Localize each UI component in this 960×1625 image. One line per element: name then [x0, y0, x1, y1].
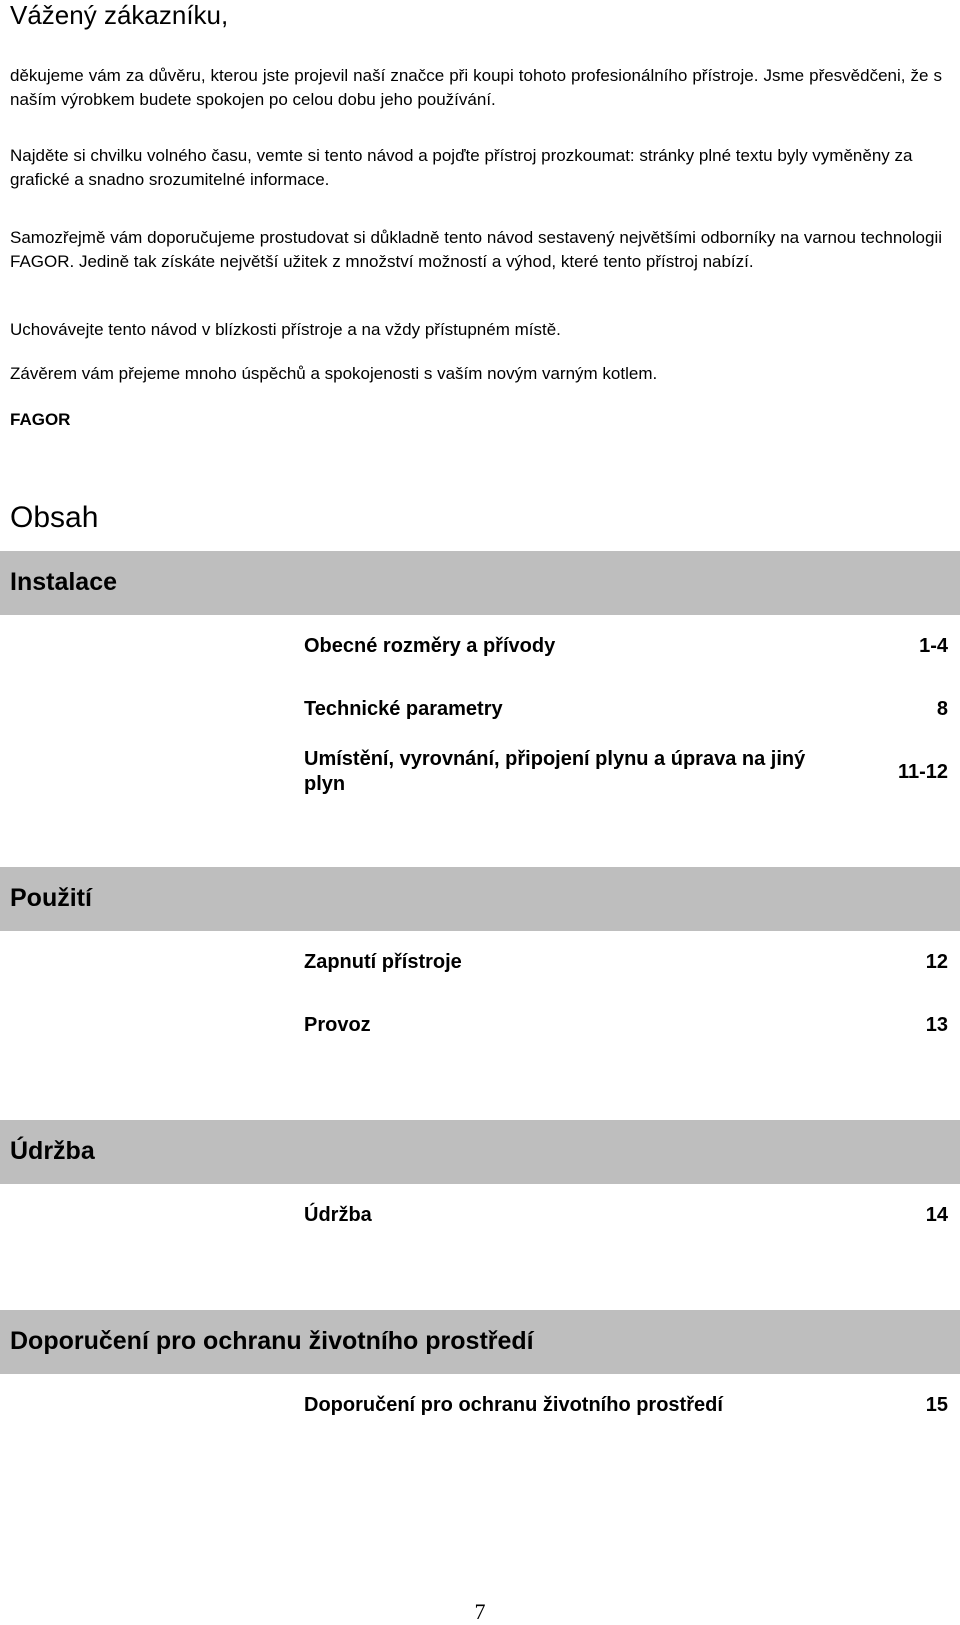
- toc-section-header: [0, 551, 960, 615]
- toc-section-title: Doporučení pro ochranu životního prostředí: [10, 1327, 534, 1355]
- toc-section-header: [0, 1120, 960, 1184]
- toc-entry-page: 13: [925, 1014, 948, 1036]
- toc-section-title: Údržba: [10, 1137, 95, 1165]
- toc-section-header: [0, 1310, 960, 1374]
- toc-section-title: Použití: [10, 884, 92, 912]
- intro-paragraph: Uchovávejte tento návod v blízkosti přístroje a na vždy přístupném místě.: [10, 320, 561, 339]
- intro-paragraph: děkujeme vám za důvěru, kterou jste projevil naší značce při koupi tohoto profesionálního přístroje. Jsme přesvědčeni, že s naším výrobkem budete spokojen po celou dobu jeho používání.: [10, 66, 942, 109]
- toc-entry-page: 8: [936, 698, 948, 720]
- intro-paragraph: Samozřejmě vám doporučujeme prostudovat si důkladně tento návod sestavený největšími odborníky na varnou technologii FAGOR. Jedině tak získáte největší užitek z množství možností a výhod, které tento přístroj nabízí.: [10, 228, 942, 271]
- toc-entry-label[interactable]: Technické parametry: [304, 698, 503, 720]
- toc-entry-label[interactable]: Umístění, vyrovnání, připojení plynu a úprava na jiný plyn: [304, 748, 806, 795]
- intro-paragraph: Závěrem vám přejeme mnoho úspěchů a spokojenosti s vaším novým varným kotlem.: [10, 364, 658, 383]
- toc-section-header: [0, 867, 960, 931]
- toc-entry-label[interactable]: Zapnutí přístroje: [304, 951, 462, 973]
- toc-entry-label[interactable]: Údržba: [304, 1204, 372, 1226]
- toc-entry-page: 1-4: [919, 635, 948, 657]
- toc-entry-label[interactable]: Provoz: [304, 1014, 371, 1036]
- toc-section-title: Instalace: [10, 568, 118, 596]
- toc-entry-page: 12: [925, 951, 948, 973]
- page-number: 7: [474, 1599, 486, 1624]
- greeting-heading: Vážený zákazníku,: [10, 0, 229, 30]
- toc-entry-page: 11-12: [897, 761, 948, 783]
- toc-entry-label[interactable]: Doporučení pro ochranu životního prostředí: [304, 1394, 723, 1416]
- toc-entry-label[interactable]: Obecné rozměry a přívody: [304, 635, 556, 657]
- toc-entry-page: 14: [925, 1204, 948, 1226]
- intro-paragraph: Najděte si chvilku volného času, vemte si tento návod a pojďte přístroj prozkoumat: stránky plné textu byly vyměněny za grafické a snadno srozumitelné informace.: [10, 146, 913, 189]
- toc-title: Obsah: [10, 501, 99, 534]
- toc-entry-page: 15: [925, 1394, 948, 1416]
- signature: FAGOR: [10, 410, 71, 429]
